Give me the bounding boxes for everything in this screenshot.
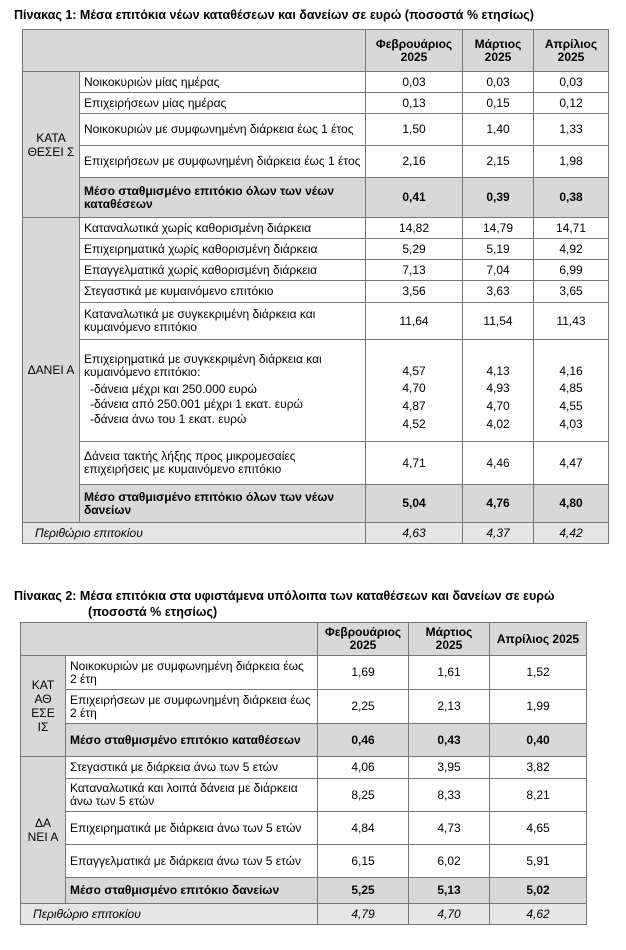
cell-value: 4,52	[402, 417, 426, 431]
row-label: Καταναλωτικά με συγκεκριμένη διάρκεια και κυμαινόμενο επιτόκιο	[80, 303, 366, 340]
cell-value: 1,33	[534, 114, 609, 146]
cell-value: 5,29	[366, 239, 463, 260]
table-row	[23, 218, 609, 239]
cell-value: 1,61	[409, 656, 490, 690]
deposits-side-label: ΚΑΤ ΑΘ ΕΣΕ ΙΣ	[21, 656, 66, 757]
cell-value: 2,16	[366, 146, 463, 178]
cell-value: 4,47	[534, 442, 609, 485]
cell-value: 7,04	[463, 260, 534, 281]
cell-value: 6,15	[318, 845, 409, 878]
row-label: Επιχειρήσεων μίας ημέρας	[80, 93, 366, 114]
table2	[20, 622, 587, 925]
cell-value: 4,46	[463, 442, 534, 485]
sub-row-label: -δάνεια από 250.001 μέχρι 1 εκατ. ευρώ	[90, 397, 303, 411]
table-row	[21, 779, 587, 812]
cell-value: 1,98	[534, 146, 609, 178]
row-label: Μέσο σταθμισμένο επιτόκιο δανείων	[66, 878, 318, 904]
row-label: Επιχειρηματικά χωρίς καθορισμένη διάρκεια	[80, 239, 366, 260]
row-label: Νοικοκυριών μίας ημέρας	[80, 72, 366, 93]
business-loans-row	[23, 340, 609, 442]
cell-value: 3,65	[534, 281, 609, 303]
cell-value: 6,02	[409, 845, 490, 878]
row-label: Νοικοκυριών με συμφωνημένη διάρκεια έως 2 έτη	[66, 656, 318, 690]
cell-value: 6,99	[534, 260, 609, 281]
business-loans-label: Επιχειρηματικά με συγκεκριμένη διάρκεια και κυμαινόμενο επιτόκιο:	[84, 352, 322, 379]
row-label: Μέσο σταθμισμένο επιτόκιο καταθέσεων	[66, 724, 318, 757]
row-label: Επιχειρήσεων με συμφωνημένη διάρκεια έως 1 έτος	[80, 146, 366, 178]
table-row	[21, 845, 587, 878]
cell-value: 2,25	[318, 690, 409, 724]
cell-value: 4,73	[409, 812, 490, 845]
table-row	[21, 812, 587, 845]
table-row	[23, 146, 609, 178]
col-header-apr: Απρίλιος 2025	[490, 623, 587, 656]
col-header-apr: Απρίλιος 2025	[534, 30, 609, 72]
cell-value: 4,87	[402, 399, 426, 413]
cell-value: 4,03	[559, 417, 583, 431]
business-loans-values-apr	[534, 340, 609, 442]
table1	[22, 29, 609, 544]
cell-value: 4,13	[486, 364, 510, 378]
row-label: Δάνεια τακτής λήξης προς μικρομεσαίες επιχειρήσεις με κυμαινόμενο επιτόκιο	[80, 442, 366, 485]
deposits-average-row	[23, 178, 609, 218]
row-label: Νοικοκυριών με συμφωνημένη διάρκεια έως 1 έτος	[80, 114, 366, 146]
cell-value: 5,04	[366, 485, 463, 523]
col-header-mar: Μάρτιος 2025	[463, 30, 534, 72]
cell-value: 1,40	[463, 114, 534, 146]
margin-row	[23, 523, 609, 544]
cell-value: 4,37	[463, 523, 534, 544]
row-label: Επαγγελματικά με διάρκεια άνω των 5 ετών	[66, 845, 318, 878]
cell-value: 0,40	[490, 724, 587, 757]
cell-value: 4,57	[402, 364, 426, 378]
cell-value: 5,19	[463, 239, 534, 260]
cell-value: 5,02	[490, 878, 587, 904]
table2-title-line2: (ποσοστά % ετησίως)	[88, 605, 218, 619]
row-label: Επιχειρηματικά με διάρκεια άνω των 5 ετών	[66, 812, 318, 845]
loans-average-row	[23, 485, 609, 523]
cell-value: 14,82	[366, 218, 463, 239]
cell-value: 1,50	[366, 114, 463, 146]
cell-value: 1,99	[490, 690, 587, 724]
cell-value: 3,82	[490, 757, 587, 779]
row-label: Μέσο σταθμισμένο επιτόκιο όλων των νέων καταθέσεων	[80, 178, 366, 218]
header-blank	[21, 623, 318, 656]
margin-label: Περιθώριο επιτοκίου	[23, 523, 366, 544]
cell-value: 2,15	[463, 146, 534, 178]
loans-side-label: ΔΑ ΝΕΙ Α	[21, 757, 66, 904]
cell-value: 7,13	[366, 260, 463, 281]
cell-value: 14,71	[534, 218, 609, 239]
cell-value: 4,76	[463, 485, 534, 523]
cell-value: 4,79	[318, 904, 409, 925]
business-loans-label-cell	[80, 340, 366, 442]
cell-value: 11,43	[534, 303, 609, 340]
sub-row-label: -δάνεια μέχρι και 250.000 ευρώ	[90, 382, 257, 396]
cell-value: 5,25	[318, 878, 409, 904]
cell-value: 0,39	[463, 178, 534, 218]
deposits-side-label: ΚΑΤΑ ΘΕΣΕΙ Σ	[23, 72, 80, 218]
col-header-mar: Μάρτιος 2025	[409, 623, 490, 656]
cell-value: 8,33	[409, 779, 490, 812]
table-row	[23, 303, 609, 340]
table2-header-row	[21, 623, 587, 656]
col-header-feb: Φεβρουάριος 2025	[366, 30, 463, 72]
row-label: Καταναλωτικά και λοιπά δάνεια με διάρκεια άνω των 5 ετών	[66, 779, 318, 812]
row-label: Στεγαστικά με κυμαινόμενο επιτόκιο	[80, 281, 366, 303]
cell-value: 0,13	[366, 93, 463, 114]
cell-value: 4,62	[490, 904, 587, 925]
table1-header-row	[23, 30, 609, 72]
cell-value: 2,13	[409, 690, 490, 724]
cell-value: 14,79	[463, 218, 534, 239]
cell-value: 4,85	[559, 381, 583, 395]
cell-value: 4,55	[559, 399, 583, 413]
cell-value: 0,41	[366, 178, 463, 218]
cell-value: 0,46	[318, 724, 409, 757]
cell-value: 4,42	[534, 523, 609, 544]
cell-value: 1,52	[490, 656, 587, 690]
header-blank	[23, 30, 366, 72]
cell-value: 0,12	[534, 93, 609, 114]
deposits-average-row	[21, 724, 587, 757]
margin-label: Περιθώριο επιτοκίου	[21, 904, 318, 925]
cell-value: 8,21	[490, 779, 587, 812]
cell-value: 0,38	[534, 178, 609, 218]
cell-value: 4,63	[366, 523, 463, 544]
cell-value: 0,03	[534, 72, 609, 93]
cell-value: 0,03	[366, 72, 463, 93]
loans-average-row	[21, 878, 587, 904]
cell-value: 4,92	[534, 239, 609, 260]
business-loans-values-mar	[463, 340, 534, 442]
cell-value: 4,02	[486, 417, 510, 431]
cell-value: 3,63	[463, 281, 534, 303]
cell-value: 4,65	[490, 812, 587, 845]
row-label: Στεγαστικά με διάρκεια άνω των 5 ετών	[66, 757, 318, 779]
cell-value: 0,03	[463, 72, 534, 93]
table-row	[21, 656, 587, 690]
table1-title: Πίνακας 1: Μέσα επιτόκια νέων καταθέσεων και δανείων σε ευρώ (ποσοστά % ετησίως)	[14, 8, 534, 22]
table-row	[23, 114, 609, 146]
cell-value: 3,95	[409, 757, 490, 779]
table-row	[23, 93, 609, 114]
col-header-feb: Φεβρουάριος 2025	[318, 623, 409, 656]
cell-value: 0,15	[463, 93, 534, 114]
cell-value: 3,56	[366, 281, 463, 303]
table-row	[21, 690, 587, 724]
row-label: Μέσο σταθμισμένο επιτόκιο όλων των νέων δανείων	[80, 485, 366, 523]
loans-side-label: ΔΑΝΕΙ Α	[23, 218, 80, 523]
cell-value: 11,64	[366, 303, 463, 340]
cell-value: 11,54	[463, 303, 534, 340]
cell-value: 8,25	[318, 779, 409, 812]
cell-value: 0,43	[409, 724, 490, 757]
cell-value: 4,71	[366, 442, 463, 485]
cell-value: 4,16	[559, 364, 583, 378]
table-row	[21, 757, 587, 779]
cell-value: 1,69	[318, 656, 409, 690]
table-row	[23, 239, 609, 260]
cell-value: 4,93	[486, 381, 510, 395]
cell-value: 5,13	[409, 878, 490, 904]
row-label: Επαγγελματικά χωρίς καθορισμένη διάρκεια	[80, 260, 366, 281]
cell-value: 4,70	[486, 399, 510, 413]
table-row	[23, 281, 609, 303]
cell-value: 4,80	[534, 485, 609, 523]
row-label: Επιχειρήσεων με συμφωνημένη διάρκεια έως 2 έτη	[66, 690, 318, 724]
cell-value: 4,84	[318, 812, 409, 845]
table2-title: Πίνακας 2: Μέσα επιτόκια στα υφιστάμενα υπόλοιπα των καταθέσεων και δανείων σε ευρώ	[14, 589, 555, 603]
cell-value: 5,91	[490, 845, 587, 878]
cell-value: 4,70	[409, 904, 490, 925]
cell-value: 4,06	[318, 757, 409, 779]
table-row	[23, 260, 609, 281]
sub-row-label: -δάνεια άνω του 1 εκατ. ευρώ	[90, 412, 247, 426]
row-label: Καταναλωτικά χωρίς καθορισμένη διάρκεια	[80, 218, 366, 239]
margin-row	[21, 904, 587, 925]
business-loans-values-feb	[366, 340, 463, 442]
table-row	[23, 72, 609, 93]
cell-value: 4,70	[402, 381, 426, 395]
sme-loans-row	[23, 442, 609, 485]
